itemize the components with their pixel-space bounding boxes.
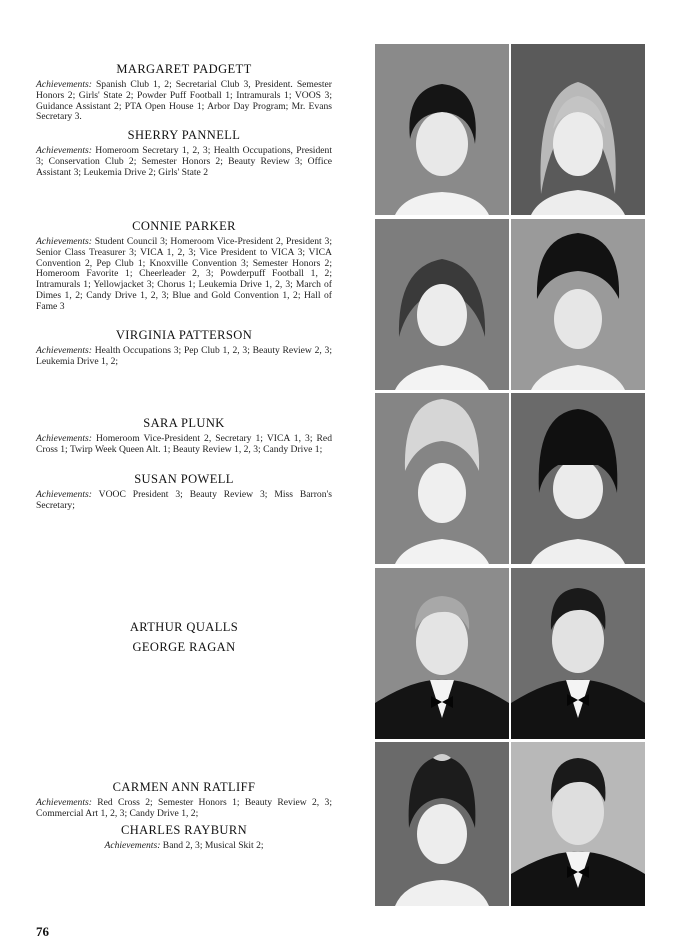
portrait-image: [375, 568, 509, 739]
achievements-list: Red Cross 2; Semester Honors 1; Beauty Review 2, 3; Commercial Art 1, 2, 3; Candy Drive 1, 2;: [36, 797, 332, 819]
portrait-image: [375, 44, 509, 215]
achievements-text: [36, 798, 332, 820]
entry-charles-rayburn: [36, 823, 332, 852]
achievements-list: Spanish Club 1, 2; Secretarial Club 3, President. Semester Honors 2; Girls' State 2; Powder Puff Football 1; Intramurals 1; VOOS 3; Guidance Assistant 2; PTA Open House 1; Arbor Day Program; Mr. Evans Secretary 3.: [36, 79, 332, 123]
entry-george-ragan: [36, 640, 332, 658]
entry-margaret-padgett: [36, 62, 332, 123]
portrait-arthur-qualls: [375, 568, 509, 739]
achievements-list: Band 2, 3; Musical Skit 2;: [162, 840, 264, 851]
achievements-list: Homeroom Secretary 1, 2, 3; Health Occupations, President 3; Conservation Club 2; Semester Honors 2; Beauty Review 3; Office Assistant 3; Leukemia Drive 2; Girls' State 2: [36, 145, 332, 178]
student-name: VIRGINIA PATTERSON: [115, 328, 253, 342]
achievements-text: [36, 346, 332, 368]
portrait-carmen-ann-ratliff: [375, 742, 509, 906]
achievements-text: [36, 841, 332, 852]
student-name: SHERRY PANNELL: [127, 128, 241, 142]
student-name: SARA PLUNK: [143, 416, 225, 430]
entry-arthur-qualls: [36, 620, 332, 638]
entry-susan-powell: [36, 472, 332, 512]
portrait-connie-parker: [375, 219, 509, 390]
entry-connie-parker: [36, 219, 332, 313]
achievements-label: Achievements:: [36, 489, 92, 500]
student-name: CHARLES RAYBURN: [120, 823, 248, 837]
student-name: GEORGE RAGAN: [132, 640, 236, 654]
achievements-list: Health Occupations 3; Pep Club 1, 2, 3; Beauty Review 2, 3; Leukemia Drive 1, 2;: [36, 345, 332, 367]
achievements-text: [36, 237, 332, 313]
entry-sara-plunk: [36, 416, 332, 456]
entry-carmen-ann-ratliff: [36, 780, 332, 820]
achievements-label: Achievements:: [36, 145, 92, 156]
portrait-image: [511, 393, 645, 564]
portrait-image: [511, 742, 645, 906]
achievements-text: [36, 490, 332, 512]
entry-virginia-patterson: [36, 328, 332, 368]
portrait-virginia-patterson: [511, 219, 645, 390]
student-name: SUSAN POWELL: [134, 472, 234, 486]
portrait-margaret-padgett: [375, 44, 509, 215]
achievements-list: VOOC President 3; Beauty Review 3; Miss Barron's Secretary;: [36, 489, 332, 511]
portrait-image: [375, 219, 509, 390]
achievements-label: Achievements:: [104, 840, 161, 851]
student-name: CARMEN ANN RATLIFF: [112, 780, 256, 794]
achievements-label: Achievements:: [36, 236, 92, 247]
achievements-text: [36, 434, 332, 456]
student-name: MARGARET PADGETT: [116, 62, 252, 76]
portrait-susan-powell: [511, 393, 645, 564]
achievements-label: Achievements:: [36, 433, 92, 444]
student-name: ARTHUR QUALLS: [129, 620, 239, 634]
portrait-image: [375, 742, 509, 906]
portrait-sherry-pannell: [511, 44, 645, 215]
achievements-label: Achievements:: [36, 79, 92, 90]
achievements-label: Achievements:: [36, 345, 92, 356]
portrait-image: [511, 219, 645, 390]
portrait-sara-plunk: [375, 393, 509, 564]
achievements-text: [36, 146, 332, 178]
entry-sherry-pannell: [36, 128, 332, 178]
page-number: 76: [36, 924, 49, 939]
portrait-george-ragan: [511, 568, 645, 739]
achievements-label: Achievements:: [36, 797, 92, 808]
achievements-list: Homeroom Vice-President 2, Secretary 1; VICA 1, 3; Red Cross 1; Twirp Week Queen Alt. 1; Beauty Review 1, 2, 3; Candy Drive 1;: [36, 433, 332, 455]
achievements-text: [36, 80, 332, 123]
portrait-image: [511, 568, 645, 739]
achievements-list: Student Council 3; Homeroom Vice-President 2, President 3; Senior Class Treasurer 3; VICA 1, 2, 3; Vice President to VICA 3; VICA Convention 2, Pep Club 1; Knoxville Convention 3; Semester Honors 2; Homeroom Favorite 1; Cheerleader 2, 3; Powderpuff Football 1, 2; Intramurals 1; Yellowjacket 3; Chorus 1; Leukemia Drive 1, 2, 3; March of Dimes 1, 2; Candy Drive 1, 2, 3; Blue and Gold Convention 1, 2; Hall of Fame 3: [36, 236, 332, 312]
student-name: CONNIE PARKER: [132, 219, 236, 233]
portrait-charles-rayburn: [511, 742, 645, 906]
portrait-image: [511, 44, 645, 215]
portrait-image: [375, 393, 509, 564]
